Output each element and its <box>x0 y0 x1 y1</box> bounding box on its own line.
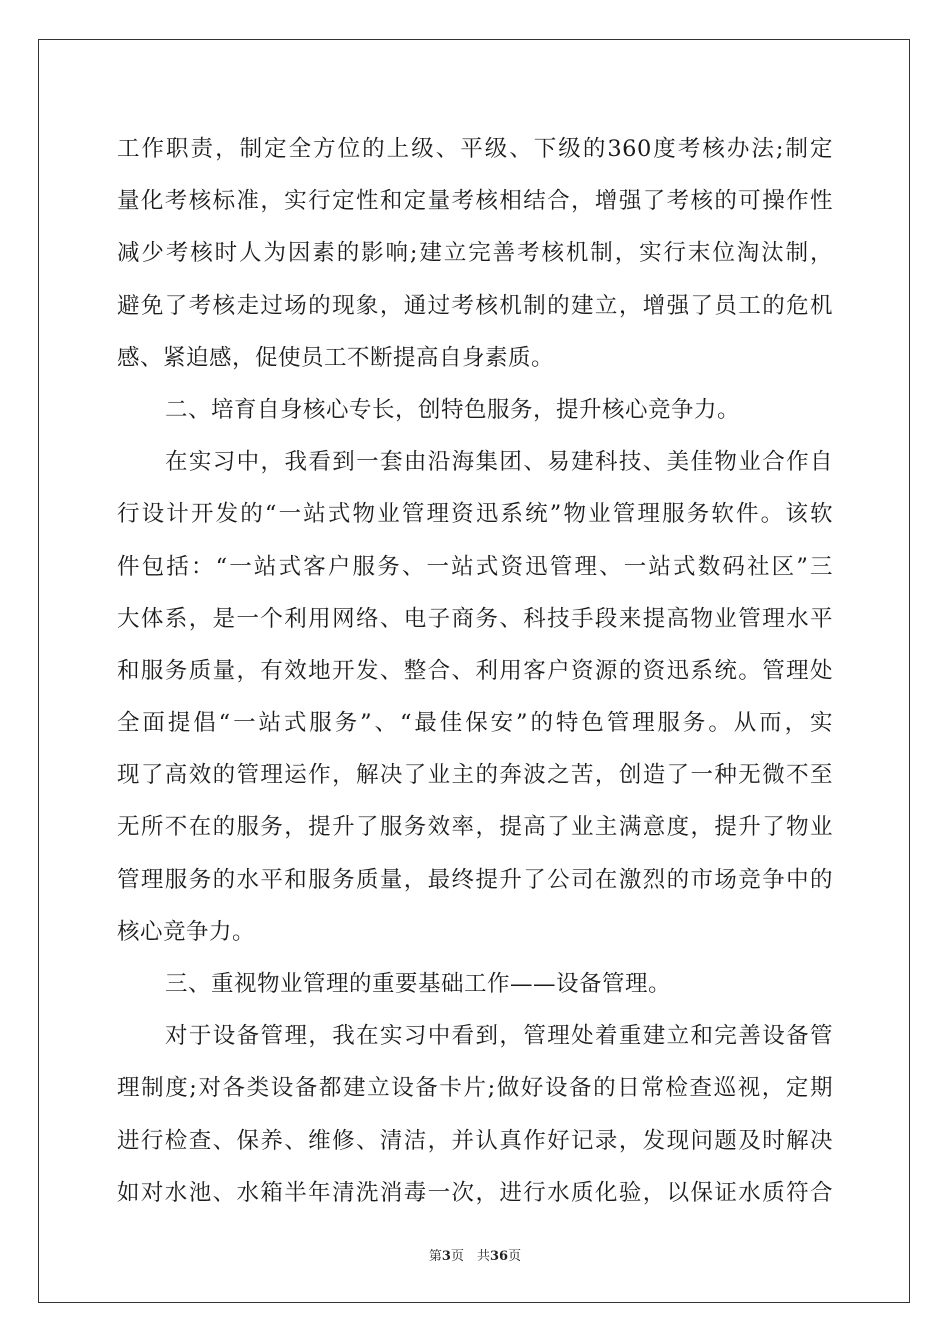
text-line: 在实习中，我看到一套由沿海集团、易建科技、美佳物业合作自 <box>165 449 833 476</box>
section-heading: 二、培育自身核心专长，创特色服务，提升核心竞争力。 <box>165 396 741 423</box>
text-line: 件包括：“一站式客户服务、一站式资迅管理、一站式数码社区”三 <box>117 553 833 580</box>
text-line: 对于设备管理，我在实习中看到，管理处着重建立和完善设备管 <box>165 1023 833 1050</box>
text-line: 感、紧迫感，促使员工不断提高自身素质。 <box>117 344 555 371</box>
page-footer <box>0 1245 950 1264</box>
text-line: 理制度;对各类设备都建立设备卡片;做好设备的日常检查巡视，定期 <box>117 1075 833 1102</box>
text-line: 无所不在的服务，提升了服务效率，提高了业主满意度，提升了物业 <box>117 814 833 841</box>
text-line: 行设计开发的“一站式物业管理资迅系统”物业管理服务软件。该软 <box>117 501 833 528</box>
text-line: 进行检查、保养、维修、清洁，并认真作好记录，发现问题及时解决 <box>117 1127 833 1154</box>
text-line: 大体系，是一个利用网络、电子商务、科技手段来提高物业管理水平 <box>117 605 833 632</box>
page-mid: 页 共 <box>450 1249 490 1264</box>
current-page-number: 3 <box>441 1249 451 1264</box>
text-line: 全面提倡“一站式服务”、“最佳保安”的特色管理服务。从而，实 <box>117 710 833 737</box>
text-line: 和服务质量，有效地开发、整合、利用客户资源的资迅系统。管理处 <box>117 657 833 684</box>
text-line: 核心竞争力。 <box>117 918 256 945</box>
total-pages-number: 36 <box>489 1249 509 1264</box>
page-prefix: 第 <box>428 1249 442 1264</box>
text-line: 现了高效的管理运作，解决了业主的奔波之苦，创造了一种无微不至 <box>117 762 833 789</box>
text-line: 工作职责，制定全方位的上级、平级、下级的360度考核办法;制定 <box>117 136 833 162</box>
text-line: 减少考核时人为因素的影响;建立完善考核机制，实行末位淘汰制， <box>117 240 833 267</box>
text-line: 量化考核标准，实行定性和定量考核相结合，增强了考核的可操作性 <box>117 188 833 215</box>
document-body <box>117 127 833 1223</box>
text-line: 管理服务的水平和服务质量，最终提升了公司在激烈的市场竞争中的 <box>117 866 833 893</box>
text-line: 如对水池、水箱半年清洗消毒一次，进行水质化验，以保证水质符合 <box>117 1179 833 1206</box>
text-line: 避免了考核走过场的现象，通过考核机制的建立，增强了员工的危机 <box>117 292 833 319</box>
page-suffix: 页 <box>508 1249 522 1264</box>
section-heading: 三、重视物业管理的重要基础工作——设备管理。 <box>165 971 672 997</box>
